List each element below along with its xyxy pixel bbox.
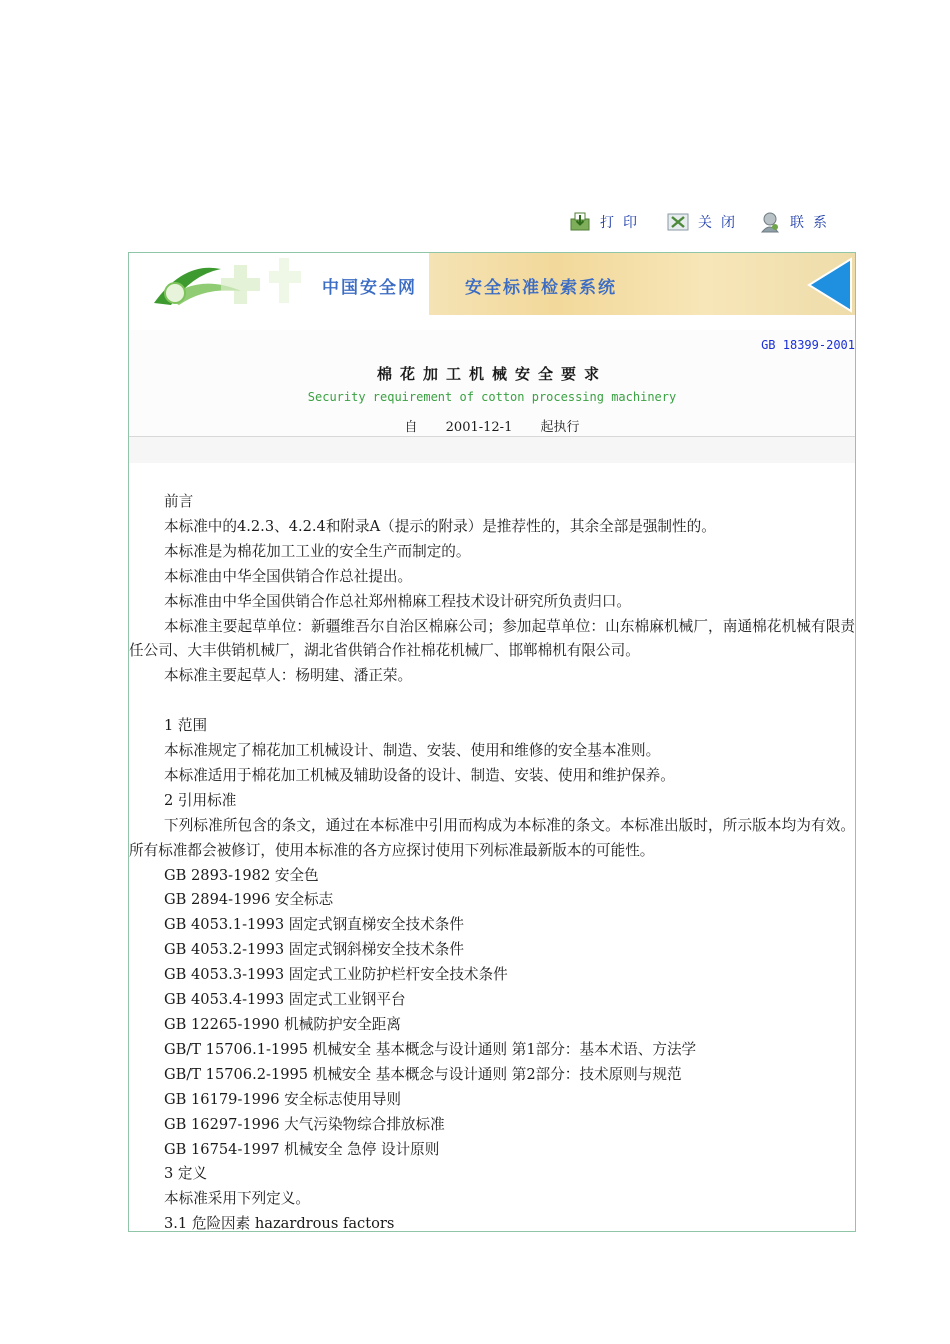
document-english-title: Security requirement of cotton processing machinery <box>307 390 677 404</box>
body-paragraph: 本标准主要起草单位：新疆维吾尔自治区棉麻公司；参加起草单位：山东棉麻机械厂，南通棉花机械有限责任公司、大丰供销机械厂，湖北省供销合作社棉花机械厂、邯郸棉机有限公司。 <box>129 617 855 660</box>
body-paragraph: 本标准适用于棉花加工机械及辅助设备的设计、制造、安装、使用和维护保养。 <box>164 766 675 784</box>
site-logo <box>129 253 309 330</box>
section-heading: 3 定义 <box>164 1165 208 1183</box>
document-frame <box>128 252 856 1232</box>
reference-item: GB 2893-1982 安全色 <box>164 866 319 884</box>
header-separator <box>129 437 855 463</box>
body-paragraph: 本标准由中华全国供销合作总社提出。 <box>164 567 413 585</box>
reference-item: GB 16179-1996 安全标志使用导则 <box>164 1090 401 1108</box>
print-label: 打印 <box>600 215 646 231</box>
close-button[interactable] <box>666 207 744 237</box>
section-heading: 1 范围 <box>164 717 208 735</box>
site-name: 中国安全网 <box>322 278 417 298</box>
reference-item: GB 12265-1990 机械防护安全距离 <box>164 1016 401 1034</box>
contact-label: 联系 <box>790 215 836 231</box>
close-label: 关闭 <box>698 215 744 231</box>
body-paragraph: 本标准由中华全国供销合作总社郑州棉麻工程技术设计研究所负责归口。 <box>164 592 632 610</box>
reference-item: GB 16754-1997 机械安全 急停 设计原则 <box>164 1140 440 1158</box>
reference-item: GB 16297-1996 大气污染物综合排放标准 <box>164 1115 445 1133</box>
section-heading: 2 引用标准 <box>164 791 237 809</box>
reference-item: GB 4053.1-1993 固定式钢直梯安全技术条件 <box>164 916 464 934</box>
close-icon <box>666 210 690 234</box>
effective-prefix: 自 <box>404 420 418 435</box>
print-icon <box>568 210 592 234</box>
back-arrow-icon[interactable] <box>807 257 853 313</box>
reference-item: GB 4053.3-1993 固定式工业防护栏杆安全技术条件 <box>164 966 508 984</box>
toolbar <box>568 207 848 237</box>
definition-heading: 3.1 危险因素 hazardrous factors <box>164 1215 395 1232</box>
standard-number: GB 18399-2001 <box>761 338 855 352</box>
reference-item: GB 4053.2-1993 固定式钢斜梯安全技术条件 <box>164 941 464 959</box>
reference-item: GB/T 15706.1-1995 机械安全 基本概念与设计通则 第1部分：基本术语、方法学 <box>164 1040 697 1058</box>
contact-button[interactable] <box>758 207 836 237</box>
site-banner <box>129 253 855 330</box>
effective-date: 2001-12-1 <box>445 420 513 435</box>
body-paragraph: 本标准是为棉花加工工业的安全生产而制定的。 <box>164 542 471 560</box>
body-paragraph: 下列标准所包含的条文，通过在本标准中引用而构成为本标准的条文。本标准出版时，所示版本均为有效。所有标准都会被修订，使用本标准的各方应探讨使用下列标准最新版本的可能性。 <box>129 816 855 859</box>
reference-item: GB 4053.4-1993 固定式工业钢平台 <box>164 991 406 1009</box>
body-paragraph: 本标准主要起草人：杨明建、潘正荣。 <box>164 667 413 685</box>
body-paragraph: 前言 <box>164 493 194 510</box>
body-paragraph: 本标准采用下列定义。 <box>164 1190 310 1208</box>
document-title: 棉花加工机械安全要求 <box>376 365 607 383</box>
effective-date-line <box>129 416 855 435</box>
blank-line <box>129 689 855 714</box>
reference-item: GB/T 15706.2-1995 机械安全 基本概念与设计通则 第2部分：技术原则与规范 <box>164 1065 682 1083</box>
body-paragraph: 本标准中的4.2.3、4.2.4和附录A（提示的附录）是推荐性的，其余全部是强制性的。 <box>164 517 716 535</box>
print-button[interactable] <box>568 207 646 237</box>
system-name: 安全标准检索系统 <box>465 278 617 298</box>
document-body <box>129 490 855 1232</box>
contact-icon <box>758 210 782 234</box>
reference-item: GB 2894-1996 安全标志 <box>164 891 334 909</box>
effective-suffix: 起执行 <box>540 420 580 435</box>
body-paragraph: 本标准规定了棉花加工机械设计、制造、安装、使用和维修的安全基本准则。 <box>164 742 661 760</box>
